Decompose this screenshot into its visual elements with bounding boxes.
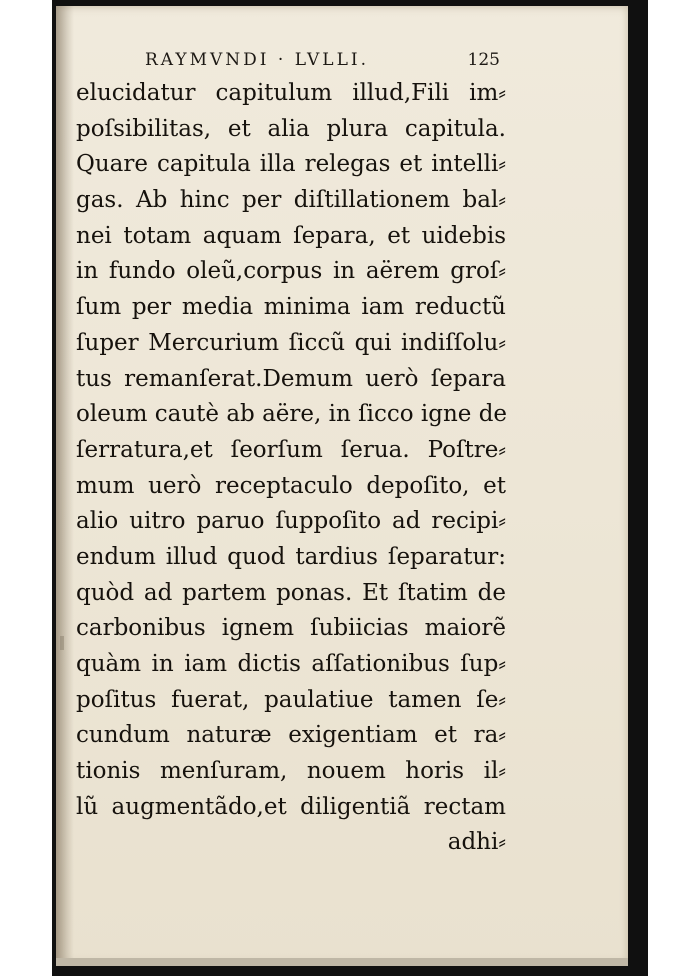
text-line: ſuper Mercurium ſiccũ qui indiſſolu⸗ [76,329,506,356]
running-head [145,50,500,74]
text-line: mum uerò receptaculo depoſito, et [76,472,506,499]
text-line: ſum per media minima iam reductũ [76,294,506,321]
text-line: carbonibus ignem ſubiicias maiorẽ [76,615,506,642]
text-line: oleum cautè ab aëre, in ſicco igne de [76,401,508,428]
text-line: gas. Ab hinc per diſtillationem bal⸗ [76,187,506,214]
text-line: quàm in iam dictis aſſationibus ſup⸗ [76,651,506,677]
running-title: RAYMVNDI · LVLLI. [145,50,369,70]
text-line: poſitus fuerat, paulatiue tamen ſe⸗ [76,686,506,713]
text-line: in fundo oleũ,corpus in aërem groſ⸗ [76,258,506,285]
margin-stain [60,636,64,650]
page-number: 125 [467,50,500,70]
text-line: alio uitro paruo ſuppoſito ad recipi⸗ [76,508,506,535]
text-line: Quare capitula illa relegas et intelli⸗ [76,151,506,178]
text-line: elucidatur capitulum illud,Fili im⸗ [76,80,506,106]
text-line: lũ augmentãdo,et diligentiã rectam [76,793,506,820]
text-line: tus remanſerat.Demum uerò ſepara [76,365,506,392]
spine-shadow [56,6,74,964]
text-line: nei totam aquam ſepara, et uidebis [76,222,506,249]
body-text [76,76,506,861]
catchword: adhi⸗ [447,829,506,856]
text-line: poſsibilitas, et alia plura capitula. [76,115,506,142]
text-line: endum illud quod tardius ſeparatur: [76,543,506,570]
text-line: quòd ad partem ponas. Et ſtatim de [76,579,506,606]
text-line: tionis menſuram, nouem horis il⸗ [76,758,506,785]
page-bottom-edge [56,958,628,966]
text-line: cundum naturæ exigentiam et ra⸗ [76,722,506,749]
text-line: ſerratura,et ſeorſum ſerua. Poſtre⸗ [76,436,506,463]
